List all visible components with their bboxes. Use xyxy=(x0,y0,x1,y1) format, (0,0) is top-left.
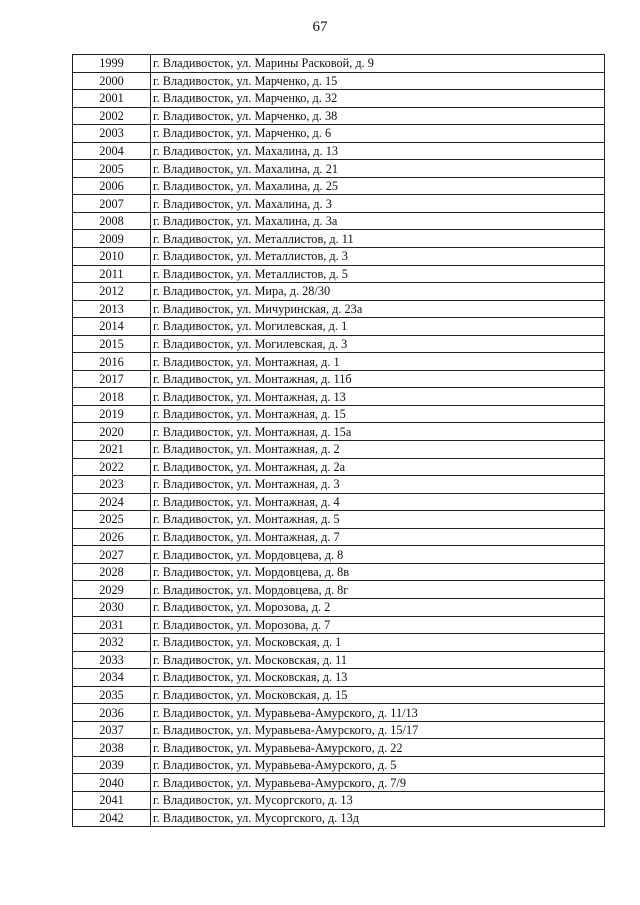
page-number: 67 xyxy=(312,19,328,35)
address-cell: г. Владивосток, ул. Монтажная, д. 7 xyxy=(151,528,605,546)
row-number-cell: 2014 xyxy=(73,318,151,336)
table-row xyxy=(73,177,605,195)
address-cell: г. Владивосток, ул. Махалина, д. 3а xyxy=(151,212,605,230)
table-row xyxy=(73,405,605,423)
row-number-cell: 2034 xyxy=(73,669,151,687)
address-cell: г. Владивосток, ул. Морозова, д. 7 xyxy=(151,616,605,634)
address-cell: г. Владивосток, ул. Мусоргского, д. 13д xyxy=(151,809,605,827)
table-row xyxy=(73,528,605,546)
table-row xyxy=(73,458,605,476)
address-cell: г. Владивосток, ул. Монтажная, д. 1 xyxy=(151,353,605,371)
address-cell: г. Владивосток, ул. Мира, д. 28/30 xyxy=(151,283,605,301)
table-row xyxy=(73,230,605,248)
table-row xyxy=(73,441,605,459)
address-cell: г. Владивосток, ул. Металлистов, д. 5 xyxy=(151,265,605,283)
row-number-cell: 2025 xyxy=(73,511,151,529)
table-row xyxy=(73,388,605,406)
table-row xyxy=(73,791,605,809)
table-row xyxy=(73,90,605,108)
address-cell: г. Владивосток, ул. Монтажная, д. 3 xyxy=(151,476,605,494)
address-cell: г. Владивосток, ул. Махалина, д. 13 xyxy=(151,142,605,160)
row-number-cell: 1999 xyxy=(73,55,151,73)
table-row xyxy=(73,546,605,564)
table-row xyxy=(73,774,605,792)
address-cell: г. Владивосток, ул. Московская, д. 1 xyxy=(151,634,605,652)
row-number-cell: 2007 xyxy=(73,195,151,213)
row-number-cell: 2020 xyxy=(73,423,151,441)
address-cell: г. Владивосток, ул. Монтажная, д. 2а xyxy=(151,458,605,476)
address-cell: г. Владивосток, ул. Монтажная, д. 11б xyxy=(151,370,605,388)
row-number-cell: 2037 xyxy=(73,721,151,739)
address-cell: г. Владивосток, ул. Муравьева-Амурского, д. 7/9 xyxy=(151,774,605,792)
address-table-body xyxy=(73,55,605,827)
table-row xyxy=(73,423,605,441)
row-number-cell: 2016 xyxy=(73,353,151,371)
address-cell: г. Владивосток, ул. Монтажная, д. 2 xyxy=(151,441,605,459)
table-row xyxy=(73,248,605,266)
table-row xyxy=(73,721,605,739)
address-cell: г. Владивосток, ул. Муравьева-Амурского, д. 11/13 xyxy=(151,704,605,722)
row-number-cell: 2029 xyxy=(73,581,151,599)
row-number-cell: 2039 xyxy=(73,756,151,774)
table-row xyxy=(73,142,605,160)
table-row xyxy=(73,125,605,143)
address-cell: г. Владивосток, ул. Мусоргского, д. 13 xyxy=(151,791,605,809)
address-cell: г. Владивосток, ул. Монтажная, д. 15 xyxy=(151,405,605,423)
address-cell: г. Владивосток, ул. Муравьева-Амурского, д. 22 xyxy=(151,739,605,757)
table-row xyxy=(73,581,605,599)
address-cell: г. Владивосток, ул. Монтажная, д. 13 xyxy=(151,388,605,406)
address-cell: г. Владивосток, ул. Муравьева-Амурского, д. 5 xyxy=(151,756,605,774)
row-number-cell: 2027 xyxy=(73,546,151,564)
row-number-cell: 2003 xyxy=(73,125,151,143)
table-row xyxy=(73,55,605,73)
address-cell: г. Владивосток, ул. Мичуринская, д. 23а xyxy=(151,300,605,318)
address-cell: г. Владивосток, ул. Муравьева-Амурского, д. 15/17 xyxy=(151,721,605,739)
table-row xyxy=(73,353,605,371)
row-number-cell: 2021 xyxy=(73,441,151,459)
row-number-cell: 2012 xyxy=(73,283,151,301)
address-cell: г. Владивосток, ул. Махалина, д. 25 xyxy=(151,177,605,195)
address-cell: г. Владивосток, ул. Могилевская, д. 3 xyxy=(151,335,605,353)
table-row xyxy=(73,265,605,283)
address-cell: г. Владивосток, ул. Металлистов, д. 3 xyxy=(151,248,605,266)
table-row xyxy=(73,669,605,687)
row-number-cell: 2002 xyxy=(73,107,151,125)
table-row xyxy=(73,493,605,511)
row-number-cell: 2038 xyxy=(73,739,151,757)
address-cell: г. Владивосток, ул. Марины Расковой, д. 9 xyxy=(151,55,605,73)
table-row xyxy=(73,335,605,353)
address-cell: г. Владивосток, ул. Могилевская, д. 1 xyxy=(151,318,605,336)
table-row xyxy=(73,212,605,230)
address-cell: г. Владивосток, ул. Московская, д. 11 xyxy=(151,651,605,669)
row-number-cell: 2004 xyxy=(73,142,151,160)
table-row xyxy=(73,616,605,634)
row-number-cell: 2041 xyxy=(73,791,151,809)
table-row xyxy=(73,756,605,774)
table-row xyxy=(73,634,605,652)
row-number-cell: 2022 xyxy=(73,458,151,476)
table-row xyxy=(73,704,605,722)
row-number-cell: 2013 xyxy=(73,300,151,318)
address-cell: г. Владивосток, ул. Махалина, д. 21 xyxy=(151,160,605,178)
table-row xyxy=(73,809,605,827)
row-number-cell: 2033 xyxy=(73,651,151,669)
row-number-cell: 2009 xyxy=(73,230,151,248)
row-number-cell: 2035 xyxy=(73,686,151,704)
address-cell: г. Владивосток, ул. Марченко, д. 6 xyxy=(151,125,605,143)
address-cell: г. Владивосток, ул. Московская, д. 15 xyxy=(151,686,605,704)
table-row xyxy=(73,370,605,388)
row-number-cell: 2017 xyxy=(73,370,151,388)
row-number-cell: 2011 xyxy=(73,265,151,283)
address-cell: г. Владивосток, ул. Монтажная, д. 5 xyxy=(151,511,605,529)
table-row xyxy=(73,72,605,90)
address-cell: г. Владивосток, ул. Марченко, д. 32 xyxy=(151,90,605,108)
table-row xyxy=(73,511,605,529)
table-row xyxy=(73,739,605,757)
row-number-cell: 2042 xyxy=(73,809,151,827)
address-cell: г. Владивосток, ул. Мордовцева, д. 8 xyxy=(151,546,605,564)
row-number-cell: 2015 xyxy=(73,335,151,353)
address-cell: г. Владивосток, ул. Махалина, д. 3 xyxy=(151,195,605,213)
row-number-cell: 2036 xyxy=(73,704,151,722)
address-cell: г. Владивосток, ул. Московская, д. 13 xyxy=(151,669,605,687)
address-cell: г. Владивосток, ул. Мордовцева, д. 8г xyxy=(151,581,605,599)
address-cell: г. Владивосток, ул. Монтажная, д. 15а xyxy=(151,423,605,441)
row-number-cell: 2032 xyxy=(73,634,151,652)
row-number-cell: 2026 xyxy=(73,528,151,546)
row-number-cell: 2018 xyxy=(73,388,151,406)
row-number-cell: 2019 xyxy=(73,405,151,423)
address-cell: г. Владивосток, ул. Марченко, д. 15 xyxy=(151,72,605,90)
table-row xyxy=(73,651,605,669)
table-row xyxy=(73,318,605,336)
row-number-cell: 2000 xyxy=(73,72,151,90)
table-row xyxy=(73,563,605,581)
address-cell: г. Владивосток, ул. Металлистов, д. 11 xyxy=(151,230,605,248)
row-number-cell: 2028 xyxy=(73,563,151,581)
table-row xyxy=(73,686,605,704)
row-number-cell: 2010 xyxy=(73,248,151,266)
table-row xyxy=(73,300,605,318)
row-number-cell: 2024 xyxy=(73,493,151,511)
table-row xyxy=(73,107,605,125)
row-number-cell: 2005 xyxy=(73,160,151,178)
row-number-cell: 2001 xyxy=(73,90,151,108)
row-number-cell: 2031 xyxy=(73,616,151,634)
address-cell: г. Владивосток, ул. Марченко, д. 38 xyxy=(151,107,605,125)
row-number-cell: 2006 xyxy=(73,177,151,195)
table-row xyxy=(73,195,605,213)
table-row xyxy=(73,476,605,494)
row-number-cell: 2040 xyxy=(73,774,151,792)
table-row xyxy=(73,598,605,616)
row-number-cell: 2030 xyxy=(73,598,151,616)
address-cell: г. Владивосток, ул. Монтажная, д. 4 xyxy=(151,493,605,511)
address-cell: г. Владивосток, ул. Мордовцева, д. 8в xyxy=(151,563,605,581)
row-number-cell: 2023 xyxy=(73,476,151,494)
table-row xyxy=(73,160,605,178)
table-row xyxy=(73,283,605,301)
address-cell: г. Владивосток, ул. Морозова, д. 2 xyxy=(151,598,605,616)
address-table xyxy=(72,54,605,827)
row-number-cell: 2008 xyxy=(73,212,151,230)
